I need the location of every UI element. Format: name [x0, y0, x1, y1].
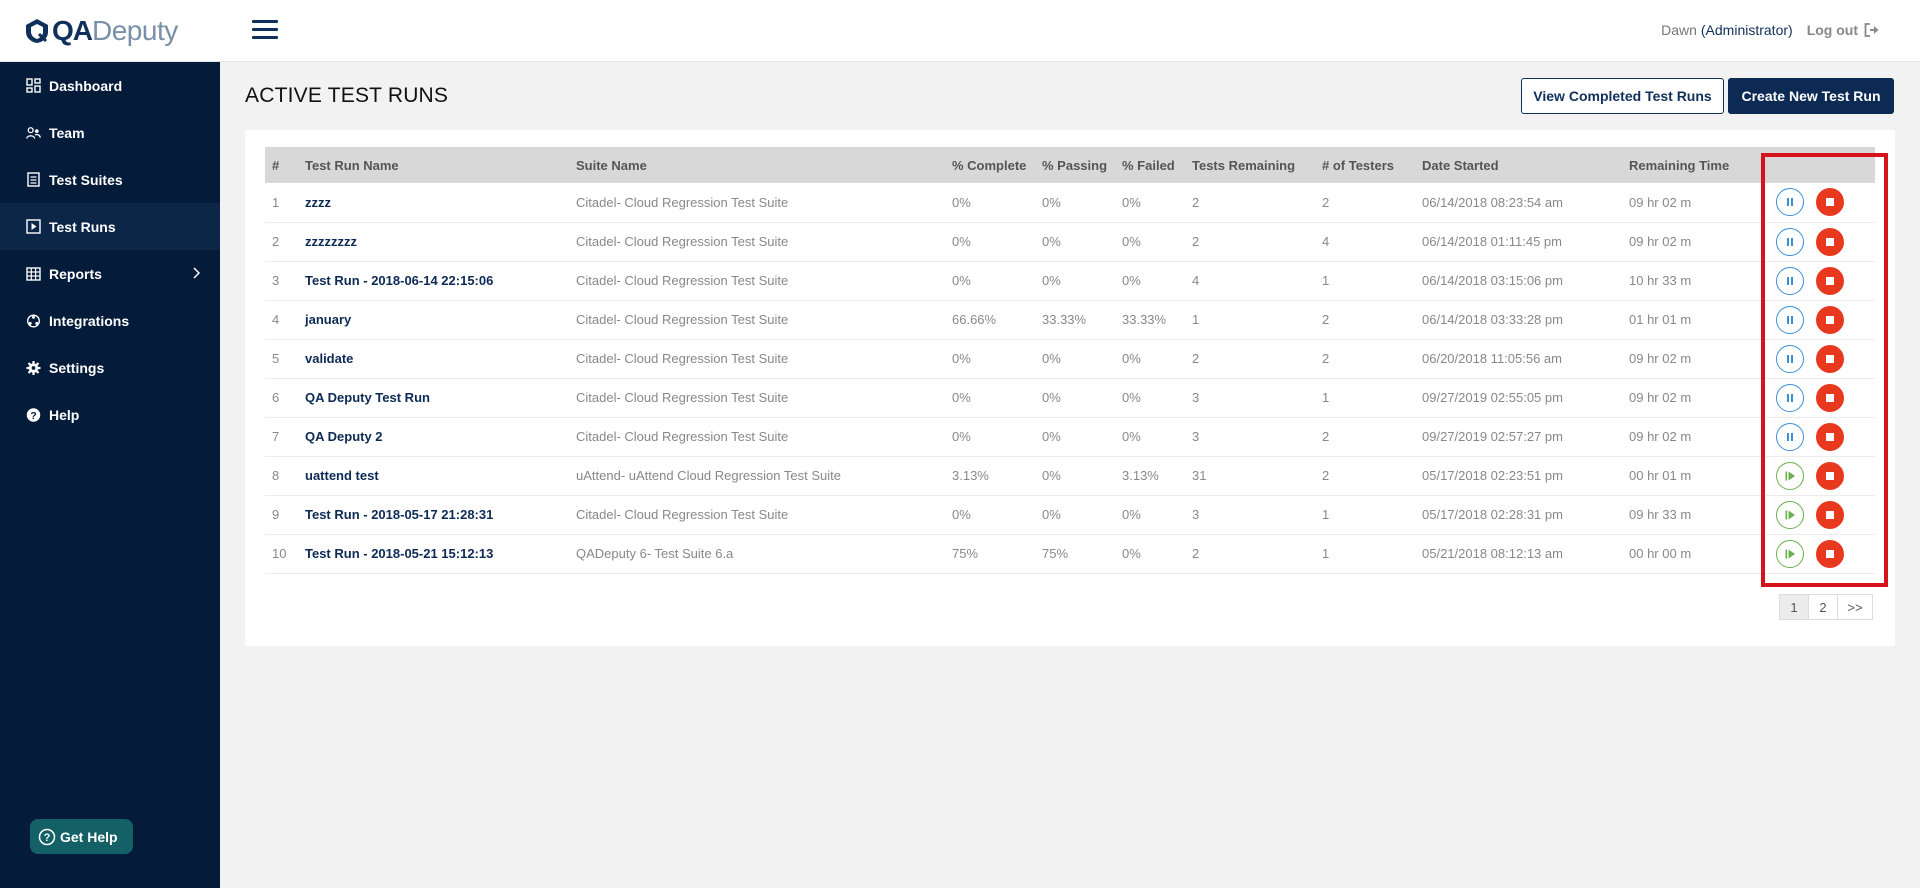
tests-remaining: 2	[1185, 222, 1315, 261]
percent-failed: 0%	[1115, 261, 1185, 300]
user-name: Dawn	[1661, 22, 1697, 38]
test-run-name-link[interactable]: QA Deputy Test Run	[298, 378, 569, 417]
percent-passing: 0%	[1035, 495, 1115, 534]
pause-icon[interactable]	[1776, 228, 1804, 256]
test-run-name-link[interactable]: january	[298, 300, 569, 339]
suite-name: Citadel- Cloud Regression Test Suite	[569, 339, 945, 378]
table-header-row	[265, 147, 1875, 183]
percent-complete: 0%	[945, 222, 1035, 261]
column-header[interactable]: Date Started	[1422, 157, 1499, 173]
row-number: 9	[265, 495, 298, 534]
tester-count: 2	[1315, 417, 1415, 456]
pause-icon[interactable]	[1776, 188, 1804, 216]
test-run-name-link[interactable]: Test Run - 2018-05-21 15:12:13	[298, 534, 569, 573]
next-page-link[interactable]: >>	[1837, 594, 1873, 620]
percent-failed: 0%	[1115, 417, 1185, 456]
sidebar-item-settings[interactable]	[0, 344, 220, 391]
sidebar-item-label: Reports	[49, 265, 102, 282]
suite-name: Citadel- Cloud Regression Test Suite	[569, 417, 945, 456]
remaining-time: 10 hr 33 m	[1622, 261, 1755, 300]
table-row	[265, 456, 1875, 495]
row-number: 7	[265, 417, 298, 456]
pause-icon[interactable]	[1776, 423, 1804, 451]
logout-label: Log out	[1806, 22, 1858, 38]
table-row	[265, 495, 1875, 534]
remaining-time: 09 hr 02 m	[1622, 339, 1755, 378]
suite-name: Citadel- Cloud Regression Test Suite	[569, 261, 945, 300]
integrations-icon	[26, 313, 41, 328]
pause-icon[interactable]	[1776, 306, 1804, 334]
create-new-test-run-button[interactable]: Create New Test Run	[1728, 78, 1894, 114]
percent-failed: 0%	[1115, 222, 1185, 261]
tests-remaining: 3	[1185, 417, 1315, 456]
tests-remaining: 3	[1185, 378, 1315, 417]
tester-count: 1	[1315, 261, 1415, 300]
column-header[interactable]: % Failed	[1122, 157, 1175, 173]
top-bar	[220, 0, 1920, 62]
row-actions	[1755, 534, 1875, 573]
table-row	[265, 222, 1875, 261]
stop-icon[interactable]	[1816, 501, 1844, 529]
remaining-time: 09 hr 02 m	[1622, 378, 1755, 417]
remaining-time: 09 hr 02 m	[1622, 222, 1755, 261]
row-actions	[1755, 378, 1875, 417]
sidebar-item-test-suites[interactable]	[0, 156, 220, 203]
dashboard-icon	[26, 78, 41, 93]
percent-passing: 75%	[1035, 534, 1115, 573]
date-started: 06/14/2018 01:11:45 pm	[1415, 222, 1622, 261]
column-header[interactable]: Test Run Name	[305, 157, 399, 173]
brand-logo[interactable]	[0, 0, 220, 62]
svg-text:?: ?	[30, 410, 37, 422]
date-started: 06/20/2018 11:05:56 am	[1415, 339, 1622, 378]
row-number: 8	[265, 456, 298, 495]
row-number: 10	[265, 534, 298, 573]
row-actions	[1755, 456, 1875, 495]
sidebar-item-label: Settings	[49, 359, 105, 376]
test-run-name-link[interactable]: Test Run - 2018-06-14 22:15:06	[298, 261, 569, 300]
tester-count: 2	[1315, 300, 1415, 339]
sidebar-item-label: Test Suites	[49, 171, 123, 188]
percent-failed: 0%	[1115, 378, 1185, 417]
page-title: ACTIVE TEST RUNS	[245, 84, 449, 107]
remaining-time: 00 hr 00 m	[1622, 534, 1755, 573]
percent-complete: 0%	[945, 183, 1035, 222]
table-icon	[26, 266, 41, 281]
table-row	[265, 183, 1875, 222]
get-help-label: Get Help	[60, 828, 118, 845]
tester-count: 2	[1315, 456, 1415, 495]
svg-text:?: ?	[43, 831, 51, 844]
column-header[interactable]: # of Testers	[1322, 157, 1395, 173]
tester-count: 2	[1315, 339, 1415, 378]
percent-passing: 0%	[1035, 261, 1115, 300]
percent-failed: 0%	[1115, 495, 1185, 534]
tests-remaining: 2	[1185, 183, 1315, 222]
play-icon[interactable]	[1776, 540, 1804, 568]
get-help-button[interactable]	[30, 819, 133, 854]
logout-link[interactable]	[1807, 22, 1880, 38]
user-area	[1661, 22, 1880, 38]
percent-failed: 0%	[1115, 339, 1185, 378]
pause-icon[interactable]	[1776, 345, 1804, 373]
row-number: 1	[265, 183, 298, 222]
remaining-time: 00 hr 01 m	[1622, 456, 1755, 495]
hamburger-menu-icon[interactable]	[252, 20, 278, 42]
tests-remaining: 31	[1185, 456, 1315, 495]
tester-count: 1	[1315, 495, 1415, 534]
test-run-name-link[interactable]: Test Run - 2018-05-17 21:28:31	[298, 495, 569, 534]
column-header[interactable]: Suite Name	[576, 157, 647, 173]
percent-complete: 0%	[945, 339, 1035, 378]
percent-passing: 0%	[1035, 339, 1115, 378]
date-started: 05/17/2018 02:23:51 pm	[1415, 456, 1622, 495]
row-number: 4	[265, 300, 298, 339]
actions-header	[1755, 147, 1875, 183]
active-test-runs-card	[245, 130, 1895, 646]
help-icon	[26, 407, 41, 422]
remaining-time: 01 hr 01 m	[1622, 300, 1755, 339]
document-icon	[26, 172, 41, 187]
percent-passing: 0%	[1035, 417, 1115, 456]
stop-icon[interactable]	[1816, 188, 1844, 216]
brand-light: Deputy	[92, 14, 178, 46]
tester-count: 4	[1315, 222, 1415, 261]
sidebar-nav	[0, 62, 220, 438]
test-run-name-link[interactable]: QA Deputy 2	[298, 417, 569, 456]
sidebar-item-team[interactable]	[0, 109, 220, 156]
table-row	[265, 534, 1875, 573]
table-row	[265, 300, 1875, 339]
percent-failed: 0%	[1115, 534, 1185, 573]
test-run-name-link[interactable]: validate	[298, 339, 569, 378]
row-actions	[1755, 495, 1875, 534]
stop-icon[interactable]	[1816, 345, 1844, 373]
pause-icon[interactable]	[1776, 267, 1804, 295]
stop-icon[interactable]	[1816, 423, 1844, 451]
row-number: 3	[265, 261, 298, 300]
gear-icon	[26, 360, 41, 375]
percent-failed: 33.33%	[1115, 300, 1185, 339]
test-runs-table	[265, 147, 1875, 574]
brand-bold: QA	[52, 14, 92, 46]
sidebar	[0, 0, 220, 888]
chevron-right-icon	[192, 266, 200, 282]
row-number: 5	[265, 339, 298, 378]
date-started: 09/27/2019 02:57:27 pm	[1415, 417, 1622, 456]
sidebar-item-integrations[interactable]	[0, 297, 220, 344]
percent-failed: 3.13%	[1115, 456, 1185, 495]
sidebar-item-test-runs[interactable]	[0, 203, 220, 250]
stop-icon[interactable]	[1816, 228, 1844, 256]
play-icon[interactable]	[1776, 462, 1804, 490]
sidebar-item-help[interactable]	[0, 391, 220, 438]
tests-remaining: 4	[1185, 261, 1315, 300]
table-row	[265, 378, 1875, 417]
percent-passing: 0%	[1035, 222, 1115, 261]
page-1-link[interactable]: 1	[1779, 594, 1809, 620]
stop-icon[interactable]	[1816, 540, 1844, 568]
date-started: 05/21/2018 08:12:13 am	[1415, 534, 1622, 573]
table-row	[265, 417, 1875, 456]
percent-complete: 0%	[945, 261, 1035, 300]
row-number: 2	[265, 222, 298, 261]
stop-icon[interactable]	[1816, 462, 1844, 490]
percent-passing: 0%	[1035, 378, 1115, 417]
column-header: #	[272, 157, 280, 173]
row-actions	[1755, 339, 1875, 378]
date-started: 06/14/2018 03:15:06 pm	[1415, 261, 1622, 300]
row-actions	[1755, 222, 1875, 261]
tests-remaining: 2	[1185, 534, 1315, 573]
tests-remaining: 2	[1185, 339, 1315, 378]
tester-count: 1	[1315, 534, 1415, 573]
sidebar-item-label: Dashboard	[49, 77, 123, 94]
team-icon	[26, 125, 41, 140]
sidebar-item-label: Integrations	[49, 312, 130, 329]
table-body	[265, 183, 1875, 573]
view-completed-test-runs-button[interactable]: View Completed Test Runs	[1521, 78, 1724, 114]
date-started: 06/14/2018 08:23:54 am	[1415, 183, 1622, 222]
percent-passing: 0%	[1035, 456, 1115, 495]
pause-icon[interactable]	[1776, 384, 1804, 412]
test-run-name-link[interactable]: zzzz	[298, 183, 569, 222]
date-started: 05/17/2018 02:28:31 pm	[1415, 495, 1622, 534]
date-started: 09/27/2019 02:55:05 pm	[1415, 378, 1622, 417]
column-header[interactable]: Tests Remaining	[1192, 157, 1296, 173]
sidebar-item-dashboard[interactable]	[0, 62, 220, 109]
row-actions	[1755, 417, 1875, 456]
suite-name: Citadel- Cloud Regression Test Suite	[569, 222, 945, 261]
tester-count: 1	[1315, 378, 1415, 417]
suite-name: Citadel- Cloud Regression Test Suite	[569, 495, 945, 534]
question-circle-icon	[38, 828, 56, 846]
percent-complete: 0%	[945, 378, 1035, 417]
row-number: 6	[265, 378, 298, 417]
qadeputy-logo-icon	[24, 18, 50, 44]
logout-icon	[1864, 23, 1880, 37]
suite-name: QADeputy 6- Test Suite 6.a	[569, 534, 945, 573]
suite-name: Citadel- Cloud Regression Test Suite	[569, 183, 945, 222]
page-2-link[interactable]: 2	[1808, 594, 1838, 620]
row-actions	[1755, 261, 1875, 300]
percent-passing: 33.33%	[1035, 300, 1115, 339]
tests-remaining: 1	[1185, 300, 1315, 339]
sidebar-item-label: Team	[49, 124, 85, 141]
stop-icon[interactable]	[1816, 384, 1844, 412]
tests-remaining: 3	[1185, 495, 1315, 534]
play-icon[interactable]	[1776, 501, 1804, 529]
column-header[interactable]: Remaining Time	[1629, 157, 1730, 173]
tester-count: 2	[1315, 183, 1415, 222]
percent-failed: 0%	[1115, 183, 1185, 222]
suite-name: Citadel- Cloud Regression Test Suite	[569, 378, 945, 417]
remaining-time: 09 hr 02 m	[1622, 183, 1755, 222]
date-started: 06/14/2018 03:33:28 pm	[1415, 300, 1622, 339]
sidebar-item-reports[interactable]	[0, 250, 220, 297]
remaining-time: 09 hr 02 m	[1622, 417, 1755, 456]
table-row	[265, 261, 1875, 300]
row-actions	[1755, 183, 1875, 222]
percent-complete: 3.13%	[945, 456, 1035, 495]
pagination	[1780, 594, 1873, 620]
column-header[interactable]: % Complete	[952, 157, 1027, 173]
user-role: (Administrator)	[1700, 22, 1793, 38]
percent-complete: 0%	[945, 417, 1035, 456]
percent-passing: 0%	[1035, 183, 1115, 222]
stop-icon[interactable]	[1816, 306, 1844, 334]
percent-complete: 66.66%	[945, 300, 1035, 339]
sidebar-item-label: Test Runs	[49, 218, 116, 235]
remaining-time: 09 hr 33 m	[1622, 495, 1755, 534]
play-square-icon	[26, 219, 41, 234]
stop-icon[interactable]	[1816, 267, 1844, 295]
table-row	[265, 339, 1875, 378]
row-actions	[1755, 300, 1875, 339]
suite-name: Citadel- Cloud Regression Test Suite	[569, 300, 945, 339]
test-run-name-link[interactable]: zzzzzzzz	[298, 222, 569, 261]
sidebar-item-label: Help	[49, 406, 80, 423]
test-run-name-link[interactable]: uattend test	[298, 456, 569, 495]
percent-complete: 0%	[945, 495, 1035, 534]
column-header[interactable]: % Passing	[1042, 157, 1108, 173]
percent-complete: 75%	[945, 534, 1035, 573]
suite-name: uAttend- uAttend Cloud Regression Test Suite	[569, 456, 945, 495]
